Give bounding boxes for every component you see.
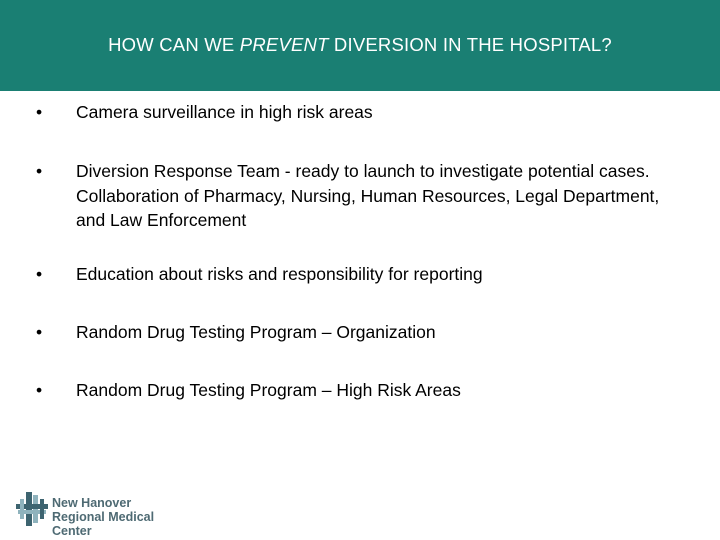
- logo-line-1: New Hanover: [52, 496, 132, 510]
- bullet-marker: •: [36, 102, 43, 122]
- title-emphasis: PREVENT: [239, 34, 329, 55]
- bullet-text: Random Drug Testing Program – High Risk Areas: [76, 380, 461, 400]
- bullet-item: [36, 320, 686, 345]
- bullet-marker: •: [36, 161, 43, 181]
- logo-line-2: Regional Medical Center: [52, 510, 155, 538]
- bullet-text: Random Drug Testing Program – Organization: [76, 322, 436, 342]
- slide-title: HOW CAN WE PREVENT DIVERSION IN THE HOSPITAL?: [108, 34, 612, 55]
- bullet-marker: •: [36, 322, 43, 342]
- bullet-text: Camera surveillance in high risk areas: [76, 102, 373, 122]
- title-bar: [0, 0, 720, 91]
- cross-logo-icon: [16, 492, 48, 526]
- bullet-item: [36, 100, 686, 125]
- bullet-marker: •: [36, 264, 43, 284]
- bullet-item: [36, 378, 686, 403]
- bullet-marker: •: [36, 380, 43, 400]
- bullet-text: Education about risks and responsibility for reporting: [76, 264, 483, 284]
- bullet-item: [36, 262, 686, 287]
- bullet-text: Diversion Response Team - ready to launch to investigate potential cases. Collaboration of Pharmacy, Nursing, Human Resources, Legal Department, and Law Enforcement: [76, 161, 660, 230]
- hospital-logo: [16, 492, 196, 538]
- logo-wordmark: [52, 496, 196, 538]
- bullet-item: [36, 159, 686, 233]
